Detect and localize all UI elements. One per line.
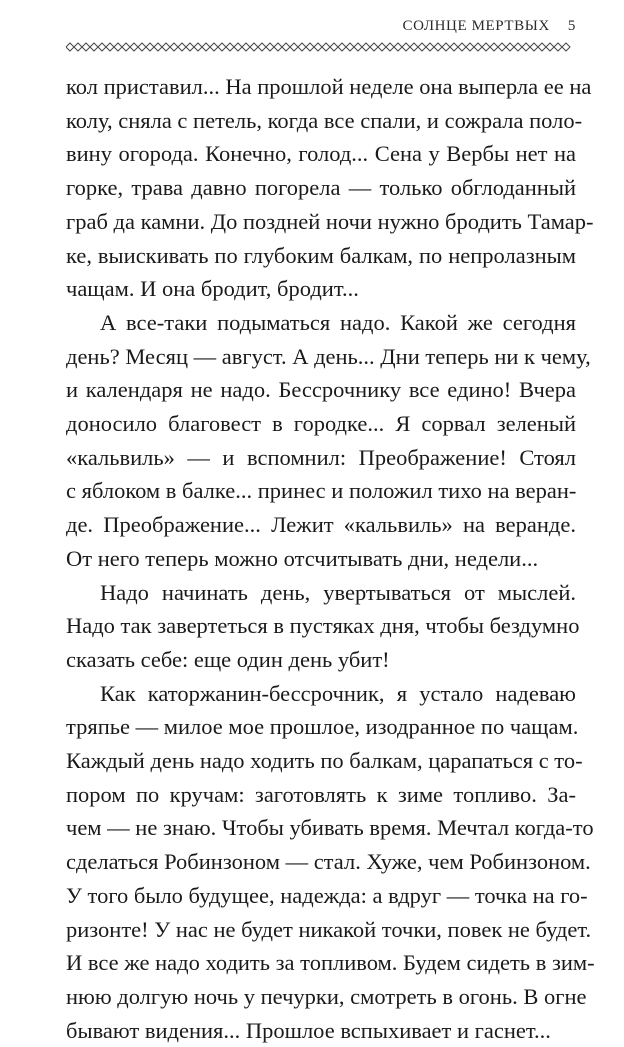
ornament-divider [66,40,576,54]
ornament-diamond [90,43,98,51]
text-line: ке, выискивать по глубоким балкам, по непролазным [66,242,576,268]
text-line: чащам. И она бродит, бродит... [66,276,359,302]
text-line: А все-таки подыматься надо. Какой же сегодня [100,309,576,335]
ornament-diamond [522,43,530,51]
running-header [403,18,576,35]
ornament-diamond [194,43,202,51]
ornament-diamond [146,43,154,51]
text-line: ризонте! У нас не будет никакой точки, повек не будет. [66,916,592,942]
text-line: чем — не знаю. Чтобы убивать время. Мечтал когда-то [66,815,594,841]
text-line: Надо начинать день, увертываться от мыслей. [100,579,576,605]
ornament-diamond [562,43,570,51]
ornament-diamond [346,43,354,51]
text-line: бывают видения... Прошлое вспыхивает и гаснет... [66,1017,551,1043]
text-line: горке, трава давно погорела — только обглоданный [66,175,576,201]
text-line: нюю долгую ночь у печурки, смотреть в огонь. В огне [66,983,587,1009]
ornament-diamond [178,43,186,51]
ornament-diamond [106,43,114,51]
ornament-diamond [354,43,362,51]
ornament-diamond [402,43,410,51]
ornament-diamond [98,43,106,51]
ornament-diamond [274,43,282,51]
text-line: пором по кручам: заготовлять к зиме топливо. За- [66,781,576,807]
paragraph [66,306,591,576]
ornament-diamond [370,43,378,51]
text-line: От него теперь можно отсчитывать дни, недели... [66,545,539,571]
paragraph [66,70,594,306]
text-line: «кальвиль» — и вспомнил: Преображение! Стоял [66,444,576,470]
text-line: У того было будущее, надежда: а вдруг — точка на го- [66,882,588,908]
ornament-diamond [362,43,370,51]
ornament-diamond [290,43,298,51]
text-line: Как каторжанин-бессрочник, я устало надеваю [100,680,576,706]
paragraph [66,576,580,677]
ornament-diamond [202,43,210,51]
ornament-diamond [394,43,402,51]
text-line: доносило благовест в городке... Я сорвал зеленый [66,411,576,437]
ornament-diamond [538,43,546,51]
ornament-diamond [266,43,274,51]
text-line: Надо так завертеться в пустяках дня, чтобы бездумно [66,613,580,639]
ornament-diamond [210,43,218,51]
text-line: Каждый день надо ходить по балкам, царапаться с то- [66,748,583,774]
ornament-diamond [410,43,418,51]
text-line: сказать себе: еще один день убит! [66,646,390,672]
ornament-diamond [378,43,386,51]
ornament-diamond [282,43,290,51]
ornament-diamond [514,43,522,51]
page-number: 5 [567,18,576,34]
page-body [66,70,595,1047]
ornament-diamond [74,43,82,51]
text-line: вину огорода. Конечно, голод... Сена у Вербы нет на [66,141,576,167]
ornament-diamond [434,43,442,51]
text-line: сделаться Робинзоном — стал. Хуже, чем Робинзоном. [66,849,591,875]
ornament-diamond [218,43,226,51]
ornament-diamond [154,43,162,51]
ornament-diamond [458,43,466,51]
ornament-diamond [138,43,146,51]
ornament-diamond [386,43,394,51]
text-line: И все же надо ходить за топливом. Будем сидеть в зим- [66,950,595,976]
ornament-diamond [322,43,330,51]
ornament-diamond [162,43,170,51]
ornament-diamond [554,43,562,51]
ornament-diamond [418,43,426,51]
text-line: и календаря не надо. Бессрочнику все едино! Вчера [66,377,576,403]
ornament-diamond [66,43,74,51]
text-line: кол приставил... На прошлой неделе она выперла ее на [66,74,592,99]
ornament-diamond [258,43,266,51]
text-line: де. Преображение... Лежит «кальвиль» на веранде. [66,512,576,538]
ornament-diamond [242,43,250,51]
ornament-diamond [530,43,538,51]
ornament-diamond [82,43,90,51]
ornament-diamond [442,43,450,51]
ornament-diamond [130,43,138,51]
ornament-diamond [466,43,474,51]
ornament-diamond [426,43,434,51]
paragraph [66,677,595,1047]
ornament-diamond [338,43,346,51]
ornament-diamond [330,43,338,51]
ornament-diamond [314,43,322,51]
ornament-diamond [450,43,458,51]
running-title: СОЛНЦЕ МЕРТВЫХ [402,18,550,34]
ornament-diamond [482,43,490,51]
ornament-diamond [506,43,514,51]
text-line: колу, сняла с петель, когда все спали, и сожрала поло- [66,107,583,133]
ornament-diamond [170,43,178,51]
text-line: день? Месяц — август. А день... Дни теперь ни к чему, [66,343,591,369]
ornament-diamond [546,43,554,51]
ornament-diamond [306,43,314,51]
text-line: с яблоком в балке... принес и положил тихо на веран- [66,478,577,504]
ornament-diamond [498,43,506,51]
ornament-diamond [234,43,242,51]
ornament-diamond [122,43,130,51]
ornament-diamond [490,43,498,51]
ornament-diamond [474,43,482,51]
text-line: тряпье — милое мое прошлое, изодранное по чащам. [66,714,579,740]
ornament-diamond [250,43,258,51]
ornament-diamond [186,43,194,51]
text-line: граб да камни. До поздней ночи нужно бродить Тамар- [66,208,594,234]
ornament-diamond [114,43,122,51]
ornament-diamond [298,43,306,51]
ornament-diamond [226,43,234,51]
